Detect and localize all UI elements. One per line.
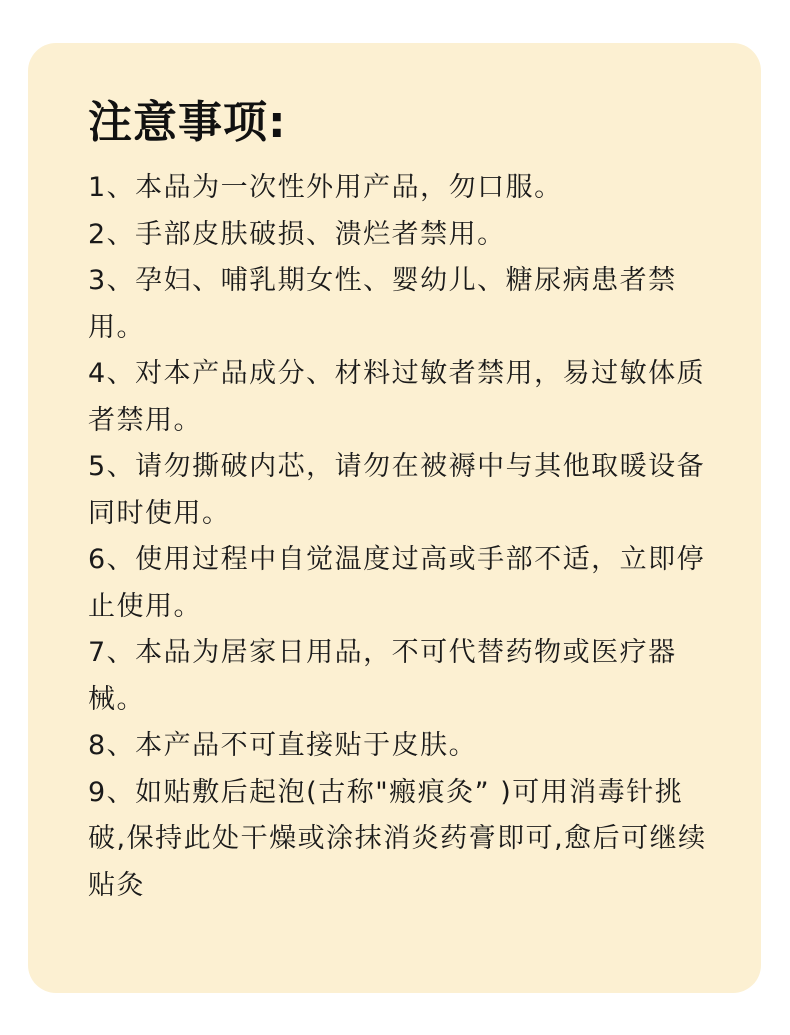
notice-item-3: 3、孕妇、哺乳期女性、婴幼儿、糖尿病患者禁用。	[88, 265, 677, 343]
notice-item-5: 5、请勿撕破内芯，请勿在被褥中与其他取暖设备同时使用。	[88, 451, 706, 529]
notice-list	[88, 165, 721, 909]
notice-title: 注意事项:	[88, 97, 287, 148]
notice-item-4: 4、对本产品成分、材料过敏者禁用，易过敏体质者禁用。	[88, 358, 706, 436]
notice-item-2: 2、手部皮肤破损、溃烂者禁用。	[88, 218, 506, 250]
notice-item-1: 1、本品为一次性外用产品，勿口服。	[88, 172, 563, 203]
notice-item-7: 7、本品为居家日用品，不可代替药物或医疗器械。	[88, 637, 677, 715]
notice-item-6: 6、使用过程中自觉温度过高或手部不适，立即停止使用。	[88, 544, 706, 622]
notice-item-8: 8、本产品不可直接贴于皮肤。	[88, 730, 478, 761]
notice-card	[28, 43, 761, 993]
notice-item-9: 9、如贴敷后起泡(古称"瘢痕灸” )可用消毒针挑破,保持此处干燥或涂抹消炎药膏即可,愈后可继续贴灸	[88, 776, 707, 901]
